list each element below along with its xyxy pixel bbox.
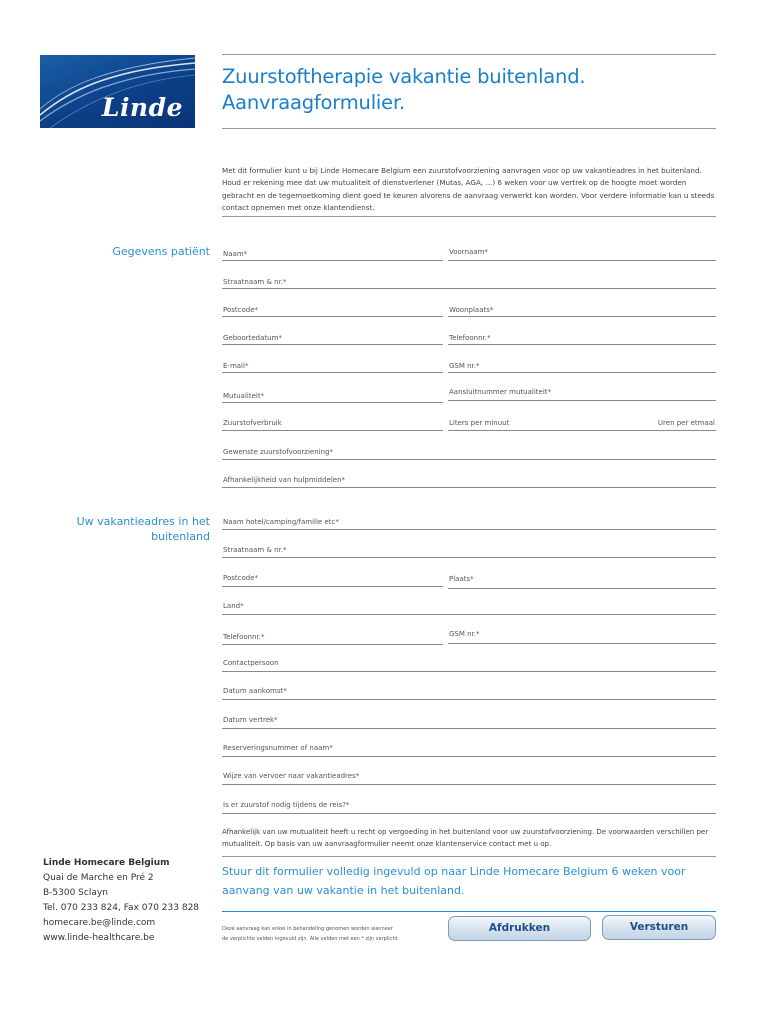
title-line-2: Aanvraagformulier. — [222, 91, 405, 114]
email-label: E-mail* — [223, 362, 249, 370]
aansluitnummer-field[interactable] — [448, 386, 716, 401]
logo-wordmark: Linde — [101, 93, 183, 122]
plaats-label: Plaats* — [449, 575, 474, 583]
plaats-field[interactable] — [448, 574, 716, 589]
voornaam-label: Voornaam* — [449, 248, 488, 256]
naam-hotel-label: Naam hotel/camping/familie etc* — [223, 518, 339, 526]
straat-label: Straatnaam & nr.* — [223, 278, 287, 286]
company-email: homecare.be@linde.com — [43, 918, 156, 928]
company-street: Quai de Marche en Pré 2 — [43, 873, 154, 883]
vakantie-straat-field[interactable] — [222, 543, 716, 558]
aankomst-field[interactable] — [222, 685, 716, 700]
company-phone: Tel. 070 233 824, Fax 070 233 828 — [43, 903, 200, 913]
zuurstofverbruik-field[interactable] — [222, 416, 443, 431]
contactpersoon-label: Contactpersoon — [223, 659, 279, 667]
woonplaats-field[interactable] — [448, 302, 716, 317]
postcode-label: Postcode* — [223, 306, 259, 314]
zuurstof-reis-label: Is er zuurstof nodig tijdens de reis?* — [223, 801, 350, 809]
intro-text: Met dit formulier kunt u bij Linde Homecare Belgium een zuurstofvoorziening aanvragen voor op uw vakantieadres in het buitenland. Houd er rekening mee dat uw mutualiteit of dienstverlener (Mutas, AGA, ...) 6 weken voor uw vertrek op de hoogte moet worden gebracht en de tegemoetkoming dient goed te keuren alvorens de aanvraag verwerkt kan worden. Voor verdere informatie kan u steeds contact opnemen met onze klantendienst. — [222, 166, 715, 212]
email-field[interactable] — [222, 358, 443, 373]
zuurstofverbruik-label: Zuurstofverbruik — [223, 419, 282, 427]
top-divider — [222, 54, 716, 55]
page-title — [222, 64, 716, 116]
gsm-label: GSM nr.* — [449, 362, 480, 370]
reservering-field[interactable] — [222, 742, 716, 757]
company-city: B-5300 Sclayn — [43, 888, 108, 898]
postcode-field[interactable] — [222, 302, 443, 317]
vakantie-telefoon-label: Telefoonnr.* — [223, 633, 265, 641]
section-title-vacation — [10, 514, 210, 544]
liters-uren-field[interactable] — [448, 416, 716, 431]
company-name: Linde Homecare Belgium — [43, 858, 170, 868]
required-fields-note-line1: Deze aanvraag kan enkel in behandeling genomen worden wanneer — [222, 926, 393, 932]
vakantie-postcode-field[interactable] — [222, 572, 443, 587]
required-fields-note — [222, 924, 422, 944]
woonplaats-label: Woonplaats* — [449, 306, 494, 314]
linde-logo — [40, 55, 195, 128]
liters-label: Liters per minuut — [449, 419, 510, 427]
voorziening-field[interactable] — [222, 445, 716, 460]
vertrek-field[interactable] — [222, 714, 716, 729]
vakantie-gsm-label: GSM nr.* — [449, 630, 480, 638]
intro-divider — [222, 216, 716, 217]
mutualiteit-field[interactable] — [222, 388, 443, 403]
hulpmiddelen-label: Afhankelijkheid van hulpmiddelen* — [223, 476, 346, 484]
section-title-vacation-line1: Uw vakantieadres in het — [76, 515, 210, 528]
aankomst-label: Datum aankomst* — [223, 687, 287, 695]
company-web: www.linde-healthcare.be — [43, 933, 155, 943]
naam-field[interactable] — [222, 246, 443, 261]
land-field[interactable] — [222, 600, 716, 615]
title-divider — [222, 128, 716, 129]
send-instruction — [222, 862, 716, 900]
reservering-label: Reserveringsnummer of naam* — [223, 744, 333, 752]
note-divider — [222, 856, 716, 857]
send-button[interactable]: Versturen — [602, 915, 716, 940]
mutualiteit-note: Afhankelijk van uw mutualiteit heeft u recht op vergoeding in het buitenland voor uw zuurstofvoorziening. De voorwaarden verschillen per mutualiteit. Op basis van uw aanvraagformulier neemt onze klantenservice contact met u op. — [222, 828, 709, 848]
zuurstof-reis-field[interactable] — [222, 799, 716, 814]
print-button[interactable]: Afdrukken — [448, 916, 591, 941]
cta-divider — [222, 911, 716, 912]
mutualiteit-label: Mutualiteit* — [223, 392, 265, 400]
contactpersoon-field[interactable] — [222, 657, 716, 672]
naam-label: Naam* — [223, 250, 248, 258]
send-instruction-line2: aanvang van uw vakantie in het buitenland. — [222, 884, 465, 897]
vakantie-gsm-field[interactable] — [448, 629, 716, 644]
gsm-field[interactable] — [448, 358, 716, 373]
telefoon-field[interactable] — [448, 330, 716, 345]
vakantie-postcode-label: Postcode* — [223, 574, 259, 582]
voorziening-label: Gewenste zuurstofvoorziening* — [223, 448, 333, 456]
naam-hotel-field[interactable] — [222, 515, 716, 530]
section-title-patient: Gegevens patiënt — [112, 245, 210, 258]
section-title-vacation-line2: buitenland — [151, 530, 210, 543]
vakantie-telefoon-field[interactable] — [222, 630, 443, 645]
voornaam-field[interactable] — [448, 246, 716, 261]
geboortedatum-field[interactable] — [222, 330, 443, 345]
send-instruction-line1: Stuur dit formulier volledig ingevuld op naar Linde Homecare Belgium 6 weken voor — [222, 865, 686, 878]
company-address — [43, 856, 199, 946]
telefoon-label: Telefoonnr.* — [449, 334, 491, 342]
vervoer-field[interactable] — [222, 770, 716, 785]
hulpmiddelen-field[interactable] — [222, 473, 716, 488]
straat-field[interactable] — [222, 274, 716, 289]
vakantie-straat-label: Straatnaam & nr.* — [223, 546, 287, 554]
title-line-1: Zuurstoftherapie vakantie buitenland. — [222, 65, 586, 88]
vervoer-label: Wijze van vervoer naar vakantieadres* — [223, 772, 360, 780]
land-label: Land* — [223, 602, 244, 610]
geboortedatum-label: Geboortedatum* — [223, 334, 282, 342]
vertrek-label: Datum vertrek* — [223, 716, 278, 724]
uren-label: Uren per etmaal — [657, 419, 715, 427]
aansluitnummer-label: Aansluitnummer mutualiteit* — [449, 388, 552, 396]
required-fields-note-line2: de verplichte velden ingevuld zijn. Alle velden met een * zijn verplicht. — [222, 936, 400, 942]
